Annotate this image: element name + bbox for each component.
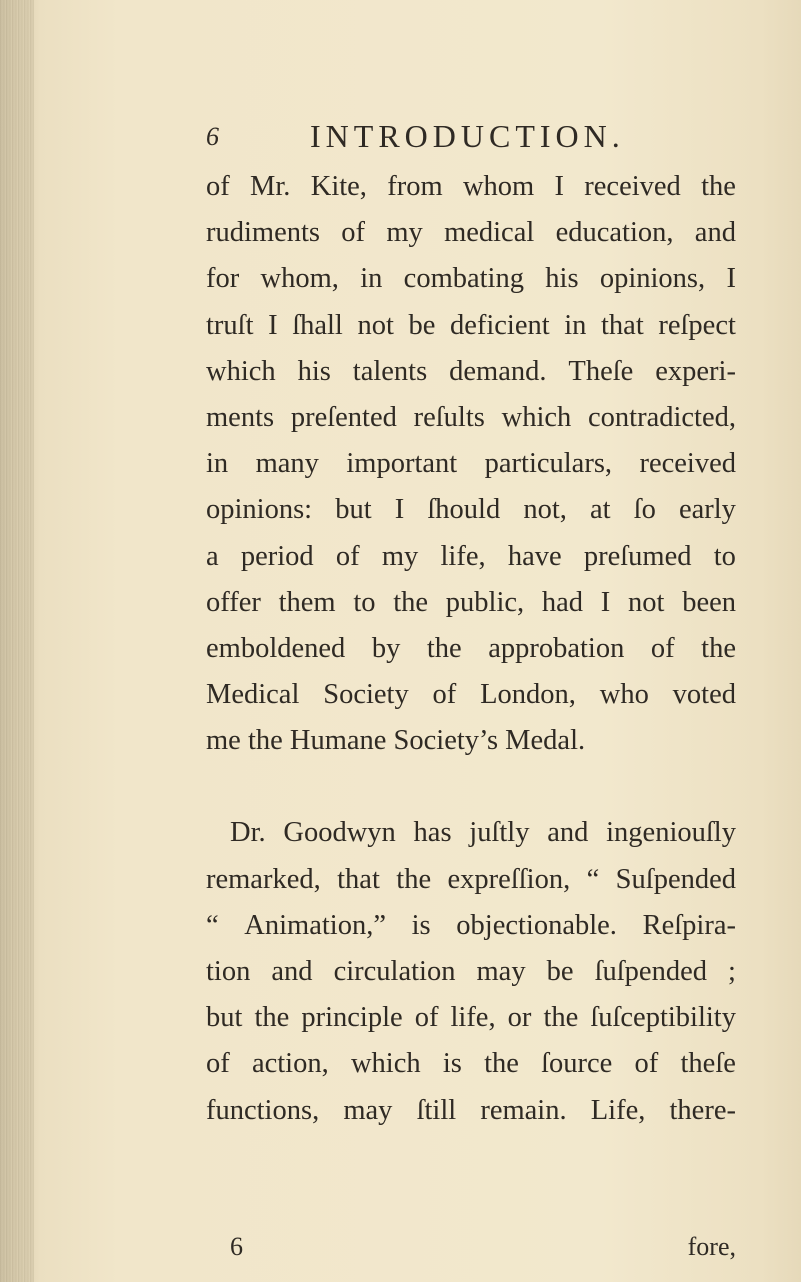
text-line: truſt I ſhall not be deficient in that reſpect — [206, 309, 736, 341]
text-line: opinions: but I ſhould not, at ſo early — [206, 494, 736, 526]
text-line: rudiments of my medical education, and — [206, 217, 736, 249]
body-text — [206, 164, 736, 1134]
text-line: remarked, that the expreſſion, “ Suſpended — [206, 863, 736, 895]
text-line: Medical Society of London, who voted — [206, 679, 736, 711]
page-binding-edge — [0, 0, 34, 1282]
paragraph-2 — [206, 810, 736, 1133]
page-number: 6 — [206, 122, 219, 151]
text-line: Dr. Goodwyn has juſtly and ingeniouſly — [230, 817, 736, 849]
text-line: which his talents demand. Theſe experi- — [206, 355, 736, 387]
text-line: a period of my life, have preſumed to — [206, 540, 736, 572]
text-line: ments preſented reſults which contradicted, — [206, 401, 736, 433]
text-line: me the Humane Society’s Medal. — [206, 725, 586, 757]
running-header — [206, 118, 726, 158]
text-line: of action, which is the ſource of theſe — [206, 1048, 736, 1080]
signature-mark: 6 — [230, 1232, 243, 1261]
text-line: offer them to the public, had I not been — [206, 586, 736, 618]
text-line: for whom, in combating his opinions, I — [206, 263, 736, 295]
text-line: tion and circulation may be ſuſpended ; — [206, 956, 736, 987]
text-line: but the principle of life, or the ſuſceptibility — [206, 1002, 736, 1034]
running-title: INTRODUCTION. — [310, 118, 625, 154]
catchword: fore, — [687, 1232, 736, 1261]
text-line: functions, may ſtill remain. Life, there- — [206, 1094, 736, 1126]
text-line: “ Animation,” is objectionable. Reſpira- — [206, 909, 736, 941]
paragraph-gap — [206, 764, 736, 810]
page-footer — [206, 1232, 736, 1272]
text-line: emboldened by the approbation of the — [206, 632, 736, 664]
paragraph-1 — [206, 164, 736, 764]
text-line: in many important particulars, received — [206, 448, 736, 480]
text-line: of Mr. Kite, from whom I received the — [206, 171, 736, 202]
